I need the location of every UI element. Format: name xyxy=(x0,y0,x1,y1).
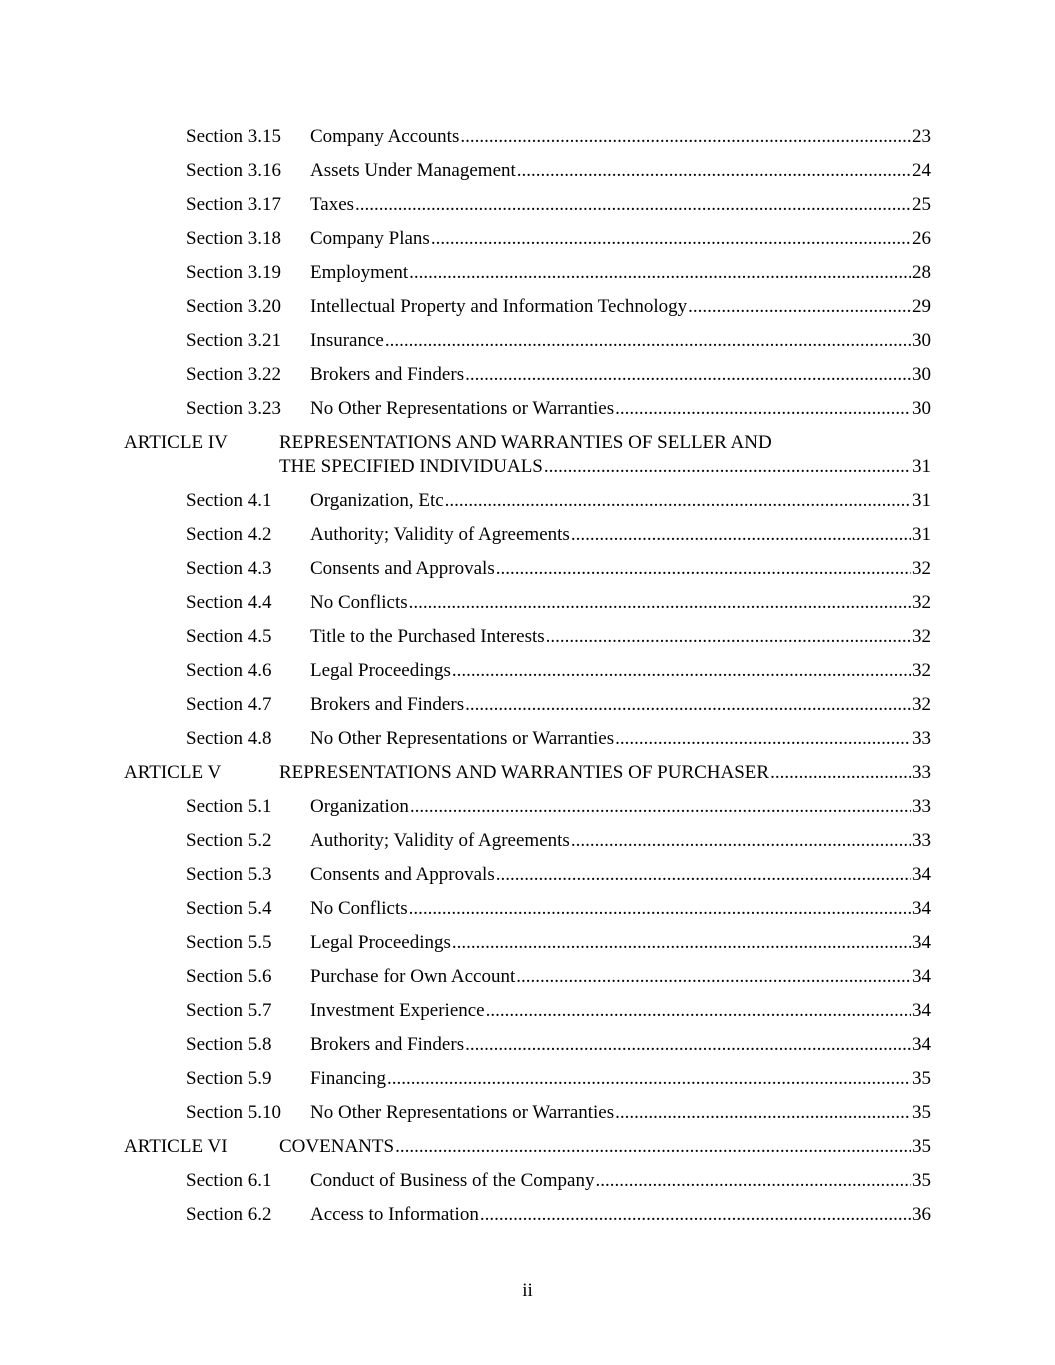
article-number: ARTICLE IV xyxy=(124,432,228,453)
entry-title: Employment xyxy=(310,262,409,283)
entry-title-block xyxy=(310,261,931,285)
dot-leader xyxy=(445,489,911,513)
dot-leader xyxy=(452,659,911,683)
entry-page-number: 33 xyxy=(912,796,931,817)
section-number: Section 4.7 xyxy=(186,694,272,715)
entry-title-block xyxy=(310,557,931,581)
entry-title-line xyxy=(310,965,931,989)
dot-leader xyxy=(431,227,911,251)
dot-leader xyxy=(409,261,911,285)
dot-leader xyxy=(770,761,911,785)
toc-section-entry xyxy=(0,997,1055,1031)
entry-title: REPRESENTATIONS AND WARRANTIES OF PURCHASER xyxy=(279,762,770,783)
entry-title: Legal Proceedings xyxy=(310,932,451,953)
dot-leader xyxy=(410,795,911,819)
toc-section-entry xyxy=(0,657,1055,691)
entry-page-number: 35 xyxy=(912,1170,931,1191)
entry-page-number: 35 xyxy=(912,1136,931,1157)
toc-section-entry xyxy=(0,191,1055,225)
entry-page-number: 32 xyxy=(912,558,931,579)
section-number: Section 3.19 xyxy=(186,262,281,283)
entry-page-number: 26 xyxy=(912,228,931,249)
toc-section-entry xyxy=(0,827,1055,861)
entry-page-number: 30 xyxy=(912,364,931,385)
entry-title-line xyxy=(310,159,931,183)
entry-title: Taxes xyxy=(310,194,355,215)
entry-title: Brokers and Finders xyxy=(310,364,465,385)
entry-title: Consents and Approvals xyxy=(310,864,495,885)
entry-title-line xyxy=(310,659,931,683)
toc-section-entry xyxy=(0,327,1055,361)
entry-title-block xyxy=(310,897,931,921)
dot-leader xyxy=(571,829,911,853)
entry-title: Purchase for Own Account xyxy=(310,966,516,987)
section-number: Section 3.18 xyxy=(186,228,281,249)
entry-title: Investment Experience xyxy=(310,1000,485,1021)
entry-title: Consents and Approvals xyxy=(310,558,495,579)
section-number: Section 6.1 xyxy=(186,1170,272,1191)
entry-page-number: 32 xyxy=(912,626,931,647)
entry-title-block xyxy=(310,1067,931,1091)
section-number: Section 4.3 xyxy=(186,558,272,579)
entry-title-line xyxy=(310,523,931,547)
entry-title: THE SPECIFIED INDIVIDUALS xyxy=(279,456,543,477)
entry-page-number: 32 xyxy=(912,592,931,613)
entry-title-block xyxy=(310,523,931,547)
entry-title-block xyxy=(310,329,931,353)
entry-title: Financing xyxy=(310,1068,386,1089)
dot-leader xyxy=(544,455,911,479)
toc-section-entry xyxy=(0,1065,1055,1099)
section-number: Section 3.15 xyxy=(186,126,281,147)
entry-page-number: 32 xyxy=(912,694,931,715)
entry-page-number: 34 xyxy=(912,864,931,885)
dot-leader xyxy=(465,363,911,387)
entry-page-number: 23 xyxy=(912,126,931,147)
entry-title-line xyxy=(310,795,931,819)
toc-section-entry xyxy=(0,487,1055,521)
toc-section-entry xyxy=(0,1201,1055,1235)
entry-title-line xyxy=(310,125,931,149)
entry-title: Organization, Etc xyxy=(310,490,444,511)
dot-leader xyxy=(409,897,911,921)
toc-section-entry xyxy=(0,725,1055,759)
dot-leader xyxy=(395,1135,911,1159)
entry-title-line xyxy=(310,897,931,921)
entry-title-line xyxy=(310,1169,931,1193)
dot-leader xyxy=(516,965,911,989)
dot-leader xyxy=(595,1169,911,1193)
section-number: Section 3.23 xyxy=(186,398,281,419)
dot-leader xyxy=(486,999,911,1023)
entry-title-block xyxy=(310,193,931,217)
entry-title-block xyxy=(310,159,931,183)
entry-title-block xyxy=(310,1203,931,1227)
entry-title-block xyxy=(310,795,931,819)
section-number: Section 5.1 xyxy=(186,796,272,817)
section-number: Section 4.2 xyxy=(186,524,272,545)
entry-title-line xyxy=(310,931,931,955)
entry-title-block xyxy=(310,1033,931,1057)
entry-title-block xyxy=(310,727,931,751)
toc-section-entry xyxy=(0,1167,1055,1201)
toc-section-entry xyxy=(0,691,1055,725)
entry-title-block xyxy=(310,397,931,421)
toc-section-entry xyxy=(0,521,1055,555)
toc-section-entry xyxy=(0,259,1055,293)
section-number: Section 6.2 xyxy=(186,1204,272,1225)
toc-article-entry xyxy=(0,1133,1055,1167)
dot-leader xyxy=(465,1033,911,1057)
entry-title-line xyxy=(310,1033,931,1057)
dot-leader xyxy=(546,625,911,649)
entry-title: Access to Information xyxy=(310,1204,479,1225)
entry-title: Legal Proceedings xyxy=(310,660,451,681)
entry-title: No Conflicts xyxy=(310,592,408,613)
toc-section-entry xyxy=(0,157,1055,191)
entry-title-line xyxy=(310,591,931,615)
section-number: Section 3.22 xyxy=(186,364,281,385)
entry-page-number: 34 xyxy=(912,932,931,953)
entry-title-block xyxy=(310,363,931,387)
entry-page-number: 31 xyxy=(912,524,931,545)
entry-title-block xyxy=(310,931,931,955)
entry-title-line xyxy=(310,829,931,853)
dot-leader xyxy=(385,329,911,353)
entry-title-line xyxy=(310,863,931,887)
entry-title-block xyxy=(279,761,931,785)
entry-title-line xyxy=(310,295,931,319)
dot-leader xyxy=(517,159,911,183)
section-number: Section 5.3 xyxy=(186,864,272,885)
dot-leader xyxy=(688,295,911,319)
article-number: ARTICLE VI xyxy=(124,1136,228,1157)
dot-leader xyxy=(452,931,911,955)
entry-title-line xyxy=(310,557,931,581)
entry-page-number: 34 xyxy=(912,1000,931,1021)
dot-leader xyxy=(615,727,911,751)
toc-section-entry xyxy=(0,895,1055,929)
dot-leader xyxy=(387,1067,911,1091)
entry-title: Insurance xyxy=(310,330,384,351)
dot-leader xyxy=(480,1203,911,1227)
entry-title: Assets Under Management xyxy=(310,160,516,181)
entry-title-block xyxy=(310,999,931,1023)
section-number: Section 3.16 xyxy=(186,160,281,181)
page-number: ii xyxy=(522,1280,533,1301)
entry-title-block xyxy=(310,625,931,649)
toc-section-entry xyxy=(0,793,1055,827)
entry-title: Organization xyxy=(310,796,409,817)
dot-leader xyxy=(460,125,911,149)
entry-title-block xyxy=(310,829,931,853)
entry-title-line xyxy=(310,727,931,751)
entry-title: Conduct of Business of the Company xyxy=(310,1170,595,1191)
entry-title-line xyxy=(310,693,931,717)
entry-title-block xyxy=(279,431,931,479)
entry-page-number: 33 xyxy=(912,762,931,783)
toc-section-entry xyxy=(0,225,1055,259)
toc-section-entry xyxy=(0,929,1055,963)
entry-page-number: 31 xyxy=(912,456,931,477)
toc-section-entry xyxy=(0,361,1055,395)
entry-title-block xyxy=(310,489,931,513)
entry-title-line xyxy=(310,193,931,217)
dot-leader xyxy=(571,523,911,547)
entry-title: Authority; Validity of Agreements xyxy=(310,830,570,851)
dot-leader xyxy=(409,591,911,615)
section-number: Section 5.6 xyxy=(186,966,272,987)
dot-leader xyxy=(615,397,911,421)
entry-title-line xyxy=(310,261,931,285)
section-number: Section 4.1 xyxy=(186,490,272,511)
table-of-contents xyxy=(0,123,1055,1235)
entry-title-block xyxy=(310,863,931,887)
entry-title-block xyxy=(310,227,931,251)
entry-title-block xyxy=(310,125,931,149)
entry-title: Company Accounts xyxy=(310,126,460,147)
entry-title: No Other Representations or Warranties xyxy=(310,398,615,419)
section-number: Section 4.8 xyxy=(186,728,272,749)
entry-page-number: 34 xyxy=(912,966,931,987)
entry-title-block xyxy=(310,1169,931,1193)
dot-leader xyxy=(465,693,911,717)
section-number: Section 4.5 xyxy=(186,626,272,647)
entry-title: No Other Representations or Warranties xyxy=(310,1102,615,1123)
entry-page-number: 36 xyxy=(912,1204,931,1225)
entry-title-line xyxy=(310,999,931,1023)
entry-page-number: 35 xyxy=(912,1102,931,1123)
section-number: Section 5.5 xyxy=(186,932,272,953)
entry-page-number: 33 xyxy=(912,830,931,851)
entry-page-number: 34 xyxy=(912,1034,931,1055)
toc-section-entry xyxy=(0,1099,1055,1133)
section-number: Section 3.20 xyxy=(186,296,281,317)
section-number: Section 3.21 xyxy=(186,330,281,351)
article-number: ARTICLE V xyxy=(124,762,222,783)
entry-page-number: 34 xyxy=(912,898,931,919)
toc-section-entry xyxy=(0,861,1055,895)
entry-title: Brokers and Finders xyxy=(310,694,465,715)
entry-page-number: 32 xyxy=(912,660,931,681)
entry-title-block xyxy=(310,659,931,683)
toc-article-entry xyxy=(0,759,1055,793)
entry-title-line xyxy=(279,761,931,785)
section-number: Section 5.9 xyxy=(186,1068,272,1089)
entry-title: No Conflicts xyxy=(310,898,408,919)
section-number: Section 5.2 xyxy=(186,830,272,851)
dot-leader xyxy=(615,1101,911,1125)
entry-title-block xyxy=(310,591,931,615)
toc-section-entry xyxy=(0,963,1055,997)
entry-title: COVENANTS xyxy=(279,1136,395,1157)
entry-title-block xyxy=(279,1135,931,1159)
dot-leader xyxy=(496,863,911,887)
dot-leader xyxy=(496,557,911,581)
entry-title: Authority; Validity of Agreements xyxy=(310,524,570,545)
entry-page-number: 35 xyxy=(912,1068,931,1089)
entry-title-line xyxy=(310,489,931,513)
entry-title: Company Plans xyxy=(310,228,430,249)
section-number: Section 4.6 xyxy=(186,660,272,681)
toc-section-entry xyxy=(0,395,1055,429)
entry-title-line xyxy=(310,625,931,649)
entry-title-line xyxy=(310,363,931,387)
toc-section-entry xyxy=(0,589,1055,623)
entry-title-line xyxy=(310,397,931,421)
dot-leader xyxy=(355,193,911,217)
entry-title-block xyxy=(310,295,931,319)
entry-title-line: REPRESENTATIONS AND WARRANTIES OF SELLER AND xyxy=(279,432,772,453)
section-number: Section 3.17 xyxy=(186,194,281,215)
toc-section-entry xyxy=(0,555,1055,589)
entry-title-block xyxy=(310,693,931,717)
entry-page-number: 31 xyxy=(912,490,931,511)
entry-title: Title to the Purchased Interests xyxy=(310,626,545,647)
entry-title-block xyxy=(310,965,931,989)
entry-title-line xyxy=(310,1067,931,1091)
entry-page-number: 24 xyxy=(912,160,931,181)
toc-section-entry xyxy=(0,1031,1055,1065)
entry-title-line xyxy=(310,227,931,251)
entry-title-line xyxy=(310,1101,931,1125)
toc-section-entry xyxy=(0,123,1055,157)
section-number: Section 5.8 xyxy=(186,1034,272,1055)
entry-page-number: 25 xyxy=(912,194,931,215)
entry-page-number: 28 xyxy=(912,262,931,283)
section-number: Section 5.10 xyxy=(186,1102,281,1123)
entry-title: Intellectual Property and Information Technology xyxy=(310,296,688,317)
entry-title-line xyxy=(310,329,931,353)
entry-title-line xyxy=(279,1135,931,1159)
toc-section-entry xyxy=(0,293,1055,327)
entry-page-number: 30 xyxy=(912,398,931,419)
entry-page-number: 33 xyxy=(912,728,931,749)
entry-title-block xyxy=(310,1101,931,1125)
section-number: Section 4.4 xyxy=(186,592,272,613)
toc-article-entry xyxy=(0,429,1055,487)
entry-title: Brokers and Finders xyxy=(310,1034,465,1055)
entry-title: No Other Representations or Warranties xyxy=(310,728,615,749)
toc-section-entry xyxy=(0,623,1055,657)
section-number: Section 5.4 xyxy=(186,898,272,919)
entry-title-line xyxy=(310,1203,931,1227)
entry-page-number: 29 xyxy=(912,296,931,317)
entry-title-line xyxy=(279,455,931,479)
entry-page-number: 30 xyxy=(912,330,931,351)
section-number: Section 5.7 xyxy=(186,1000,272,1021)
